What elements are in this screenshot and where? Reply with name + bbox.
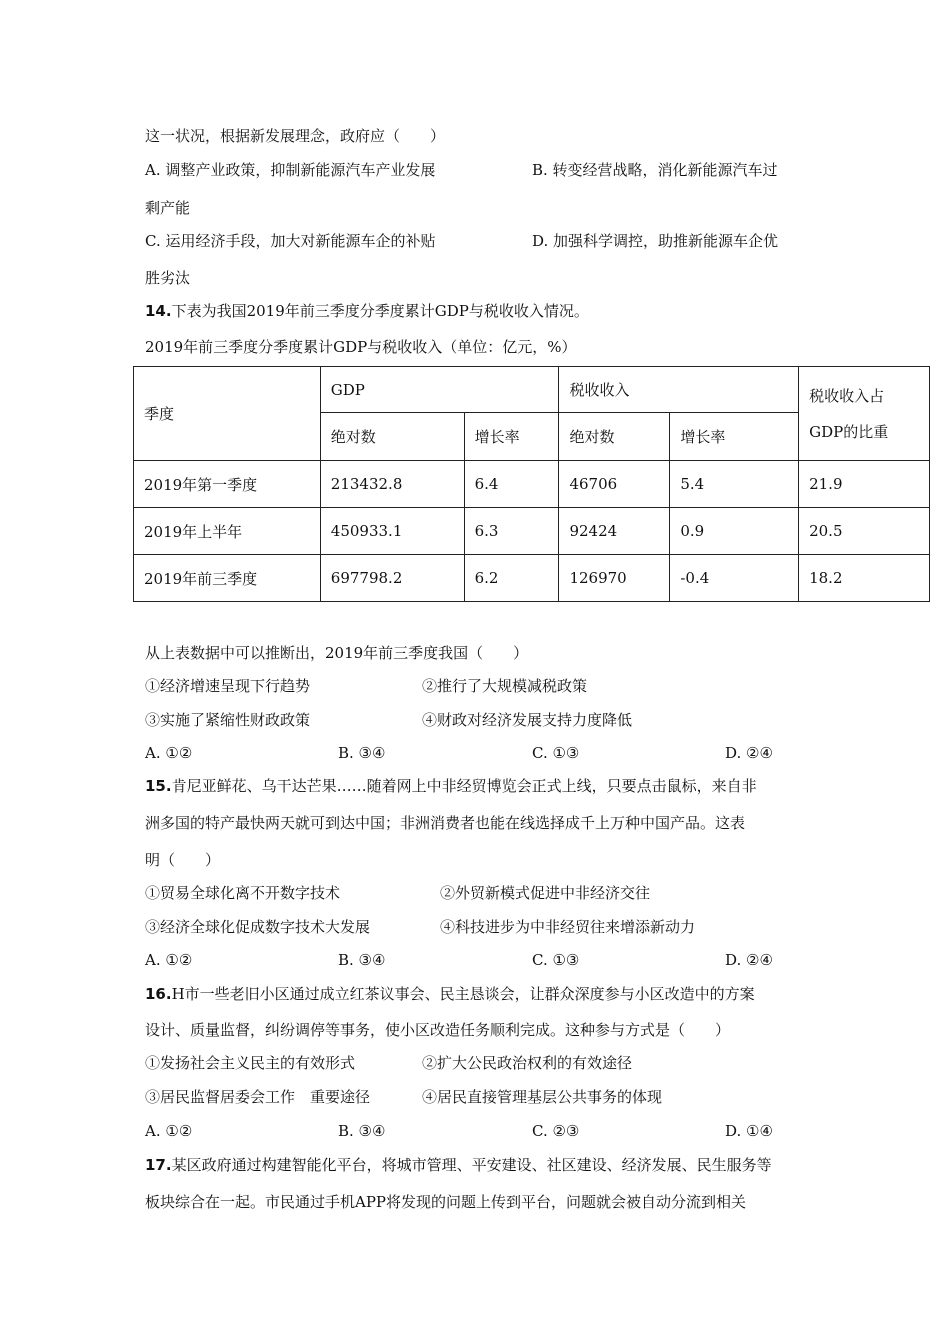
cell-tax-abs: 92424 <box>559 508 670 555</box>
q17-line1-text: 某区政府通过构建智能化平台，将城市管理、平安建设、社区建设、经济发展、民生服务等 <box>171 1156 772 1174</box>
q14-choice-b: B. ③④ <box>338 744 386 762</box>
q15-line2: 洲多国的特产最快两天就可到达中国；非洲消费者也能在线选择成千上万种中国产品。这表 <box>145 814 746 832</box>
cell-season: 2019年前三季度 <box>134 555 321 602</box>
header-tax: 税收收入 <box>559 367 799 413</box>
q15-choice-b: B. ③④ <box>338 951 386 969</box>
cell-gdp-growth: 6.4 <box>464 461 559 508</box>
header-season: 季度 <box>134 367 321 461</box>
header-ratio <box>799 367 930 461</box>
subheader-gdp-abs: 绝对数 <box>320 413 464 461</box>
cell-ratio: 18.2 <box>799 555 930 602</box>
q13-stem-tail: 这一状况，根据新发展理念，政府应（ ） <box>145 127 446 145</box>
table-row <box>134 461 930 508</box>
q15-statement-4: ④科技进步为中非经贸往来增添新动力 <box>440 918 696 936</box>
q14-statement-3: ③实施了紧缩性财政政策 <box>145 711 311 729</box>
q14-choice-a: A. ①② <box>145 744 193 762</box>
cell-gdp-growth: 6.2 <box>464 555 559 602</box>
cell-tax-growth: 0.9 <box>670 508 799 555</box>
cell-tax-abs: 46706 <box>559 461 670 508</box>
q13-option-b: B. 转变经营战略，消化新能源汽车过 <box>532 161 778 179</box>
q16-choice-b: B. ③④ <box>338 1122 386 1140</box>
cell-gdp-abs: 697798.2 <box>320 555 464 602</box>
q16-statement-1: ①发扬社会主义民主的有效形式 <box>145 1054 356 1072</box>
q14-choice-d: D. ②④ <box>725 744 773 762</box>
cell-tax-abs: 126970 <box>559 555 670 602</box>
q14-stem-text: 下表为我国2019年前三季度分季度累计GDP与税收收入情况。 <box>171 302 589 320</box>
subheader-gdp-growth: 增长率 <box>464 413 559 461</box>
cell-ratio: 21.9 <box>799 461 930 508</box>
q14-number: 14. <box>145 302 172 320</box>
q14-stem <box>145 301 589 321</box>
q16-number: 16. <box>145 985 172 1003</box>
q16-statement-3: ③居民监督居委会工作 重要途径 <box>145 1088 371 1106</box>
q15-choice-d: D. ②④ <box>725 951 773 969</box>
header-ratio-line1: 税收收入占 <box>809 386 885 405</box>
cell-gdp-growth: 6.3 <box>464 508 559 555</box>
q14-statement-2: ②推行了大规模减税政策 <box>422 677 588 695</box>
q15-line1 <box>145 776 757 796</box>
q13-option-d-cont: 胜劣汰 <box>145 269 191 287</box>
q14-choice-c: C. ①③ <box>532 744 580 762</box>
q14-question: 从上表数据中可以推断出，2019年前三季度我国（ ） <box>145 644 529 662</box>
q17-number: 17. <box>145 1156 172 1174</box>
q14-table-caption: 2019年前三季度分季度累计GDP与税收收入（单位：亿元，%） <box>145 338 577 356</box>
q17-line1 <box>145 1155 772 1175</box>
q16-statement-4: ④居民直接管理基层公共事务的体现 <box>422 1088 663 1106</box>
subheader-tax-growth: 增长率 <box>670 413 799 461</box>
cell-gdp-abs: 450933.1 <box>320 508 464 555</box>
q16-line2: 设计、质量监督，纠纷调停等事务，使小区改造任务顺利完成。这种参与方式是（ ） <box>145 1021 731 1039</box>
gdp-tax-table <box>133 366 930 602</box>
q15-choice-a: A. ①② <box>145 951 193 969</box>
q16-choice-a: A. ①② <box>145 1122 193 1140</box>
q13-option-a: A. 调整产业政策，抑制新能源汽车产业发展 <box>145 161 436 179</box>
subheader-tax-abs: 绝对数 <box>559 413 670 461</box>
q13-option-b-cont: 剩产能 <box>145 199 191 217</box>
q13-option-c: C. 运用经济手段，加大对新能源车企的补贴 <box>145 232 436 250</box>
q15-statement-3: ③经济全球化促成数字技术大发展 <box>145 918 371 936</box>
table-header-row <box>134 367 930 413</box>
q14-statement-1: ①经济增速呈现下行趋势 <box>145 677 311 695</box>
header-gdp: GDP <box>320 367 559 413</box>
q16-choice-d: D. ①④ <box>725 1122 773 1140</box>
q16-line1-text: H市一些老旧小区通过成立红茶议事会、民主恳谈会，让群众深度参与小区改造中的方案 <box>171 985 755 1003</box>
q14-statement-4: ④财政对经济发展支持力度降低 <box>422 711 633 729</box>
q15-line3: 明（ ） <box>145 851 221 869</box>
cell-season: 2019年上半年 <box>134 508 321 555</box>
q16-statement-2: ②扩大公民政治权利的有效途径 <box>422 1054 633 1072</box>
q16-line1 <box>145 984 755 1004</box>
cell-tax-growth: -0.4 <box>670 555 799 602</box>
cell-tax-growth: 5.4 <box>670 461 799 508</box>
cell-season: 2019年第一季度 <box>134 461 321 508</box>
q15-statement-2: ②外贸新模式促进中非经济交往 <box>440 884 651 902</box>
q16-choice-c: C. ②③ <box>532 1122 580 1140</box>
header-ratio-line2: GDP的比重 <box>809 422 889 441</box>
q13-option-d: D. 加强科学调控，助推新能源车企优 <box>532 232 779 250</box>
q15-statement-1: ①贸易全球化离不开数字技术 <box>145 884 341 902</box>
cell-ratio: 20.5 <box>799 508 930 555</box>
q17-line2: 板块综合在一起。市民通过手机APP将发现的问题上传到平台，问题就会被自动分流到相关 <box>145 1193 747 1211</box>
q15-choice-c: C. ①③ <box>532 951 580 969</box>
q15-line1-text: 肯尼亚鲜花、乌干达芒果……随着网上中非经贸博览会正式上线，只要点击鼠标，来自非 <box>171 777 757 795</box>
table-row <box>134 508 930 555</box>
table-row <box>134 555 930 602</box>
cell-gdp-abs: 213432.8 <box>320 461 464 508</box>
q15-number: 15. <box>145 777 172 795</box>
